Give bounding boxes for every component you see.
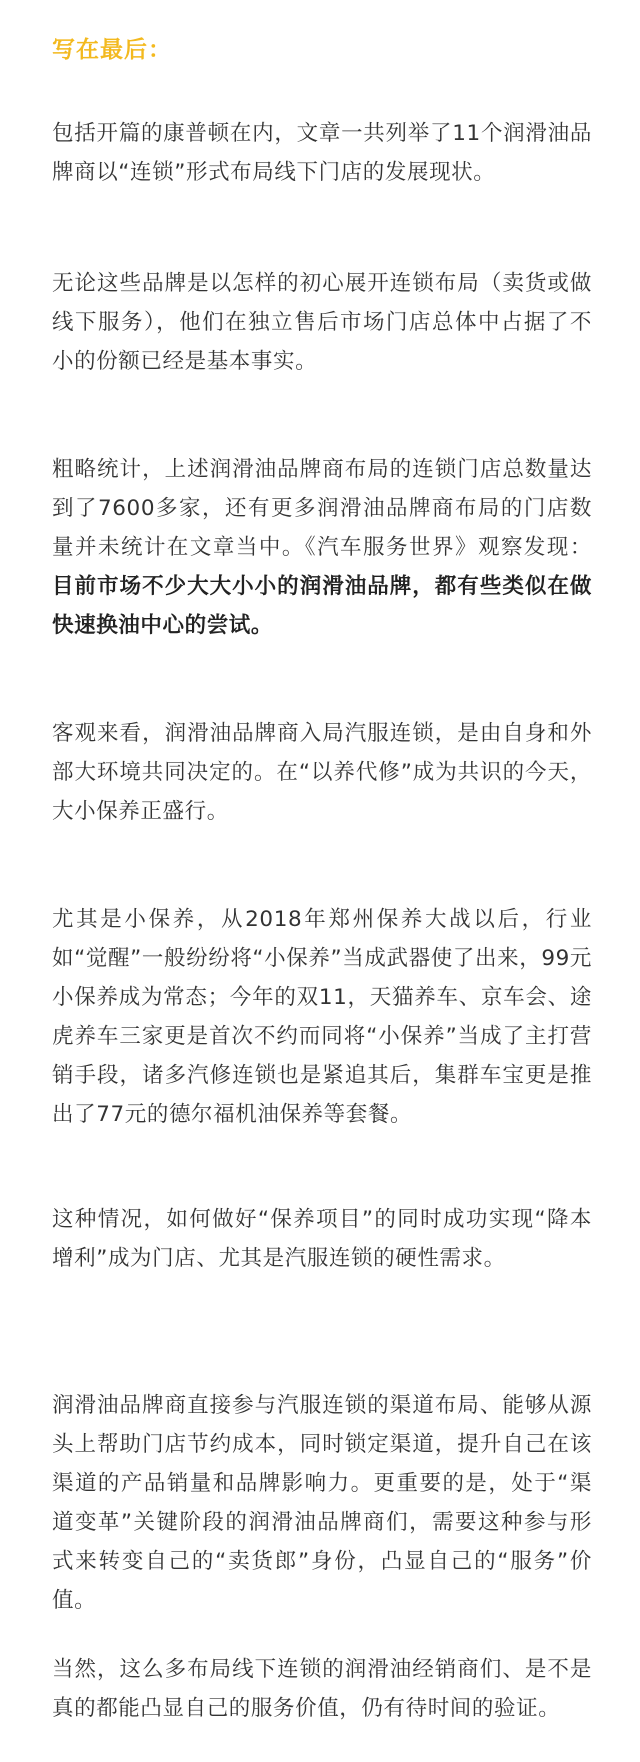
paragraph-3-text: 粗略统计，上述润滑油品牌商布局的连锁门店总数量达到了7600多家，还有更多润滑油品牌商布局的门店数量并未统计在文章当中。《汽车服务世界》观察发现： bbox=[52, 457, 592, 560]
section-heading: 写在最后： bbox=[52, 37, 172, 63]
paragraph-3 bbox=[52, 450, 592, 645]
paragraph-7: 润滑油品牌商直接参与汽服连锁的渠道布局、能够从源头上帮助门店节约成本，同时锁定渠道，提升自己在该渠道的产品销量和品牌影响力。更重要的是，处于“渠道变革”关键阶段的润滑油品牌商们，需要这种参与形式来转变自己的“卖货郎”身份，凸显自己的“服务”价值。 bbox=[52, 1393, 592, 1613]
paragraph-2: 无论这些品牌是以怎样的初心展开连锁布局（卖货或做线下服务），他们在独立售后市场门店总体中占据了不小的份额已经是基本事实。 bbox=[52, 271, 592, 374]
paragraph-3-bold-text: 目前市场不少大大小小的润滑油品牌，都有些类似在做快速换油中心的尝试。 bbox=[52, 574, 592, 638]
paragraph-8: 当然，这么多布局线下连锁的润滑油经销商们、是不是真的都能凸显自己的服务价值，仍有待时间的验证。 bbox=[52, 1657, 592, 1721]
paragraph-1: 包括开篇的康普顿在内，文章一共列举了11个润滑油品牌商以“连锁”形式布局线下门店的发展现状。 bbox=[52, 121, 592, 185]
paragraph-6: 这种情况，如何做好“保养项目”的同时成功实现“降本增利”成为门店、尤其是汽服连锁的硬性需求。 bbox=[52, 1207, 592, 1271]
paragraph-4: 客观来看，润滑油品牌商入局汽服连锁，是由自身和外部大环境共同决定的。在“以养代修”成为共识的今天，大小保养正盛行。 bbox=[52, 721, 592, 824]
paragraph-5: 尤其是小保养，从2018年郑州保养大战以后，行业如“觉醒”一般纷纷将“小保养”当成武器使了出来，99元小保养成为常态；今年的双11，天猫养车、京车会、途虎养车三家更是首次不约而同将“小保养”当成了主打营销手段，诸多汽修连锁也是紧追其后，集群车宝更是推出了77元的德尔福机油保养等套餐。 bbox=[52, 907, 592, 1127]
